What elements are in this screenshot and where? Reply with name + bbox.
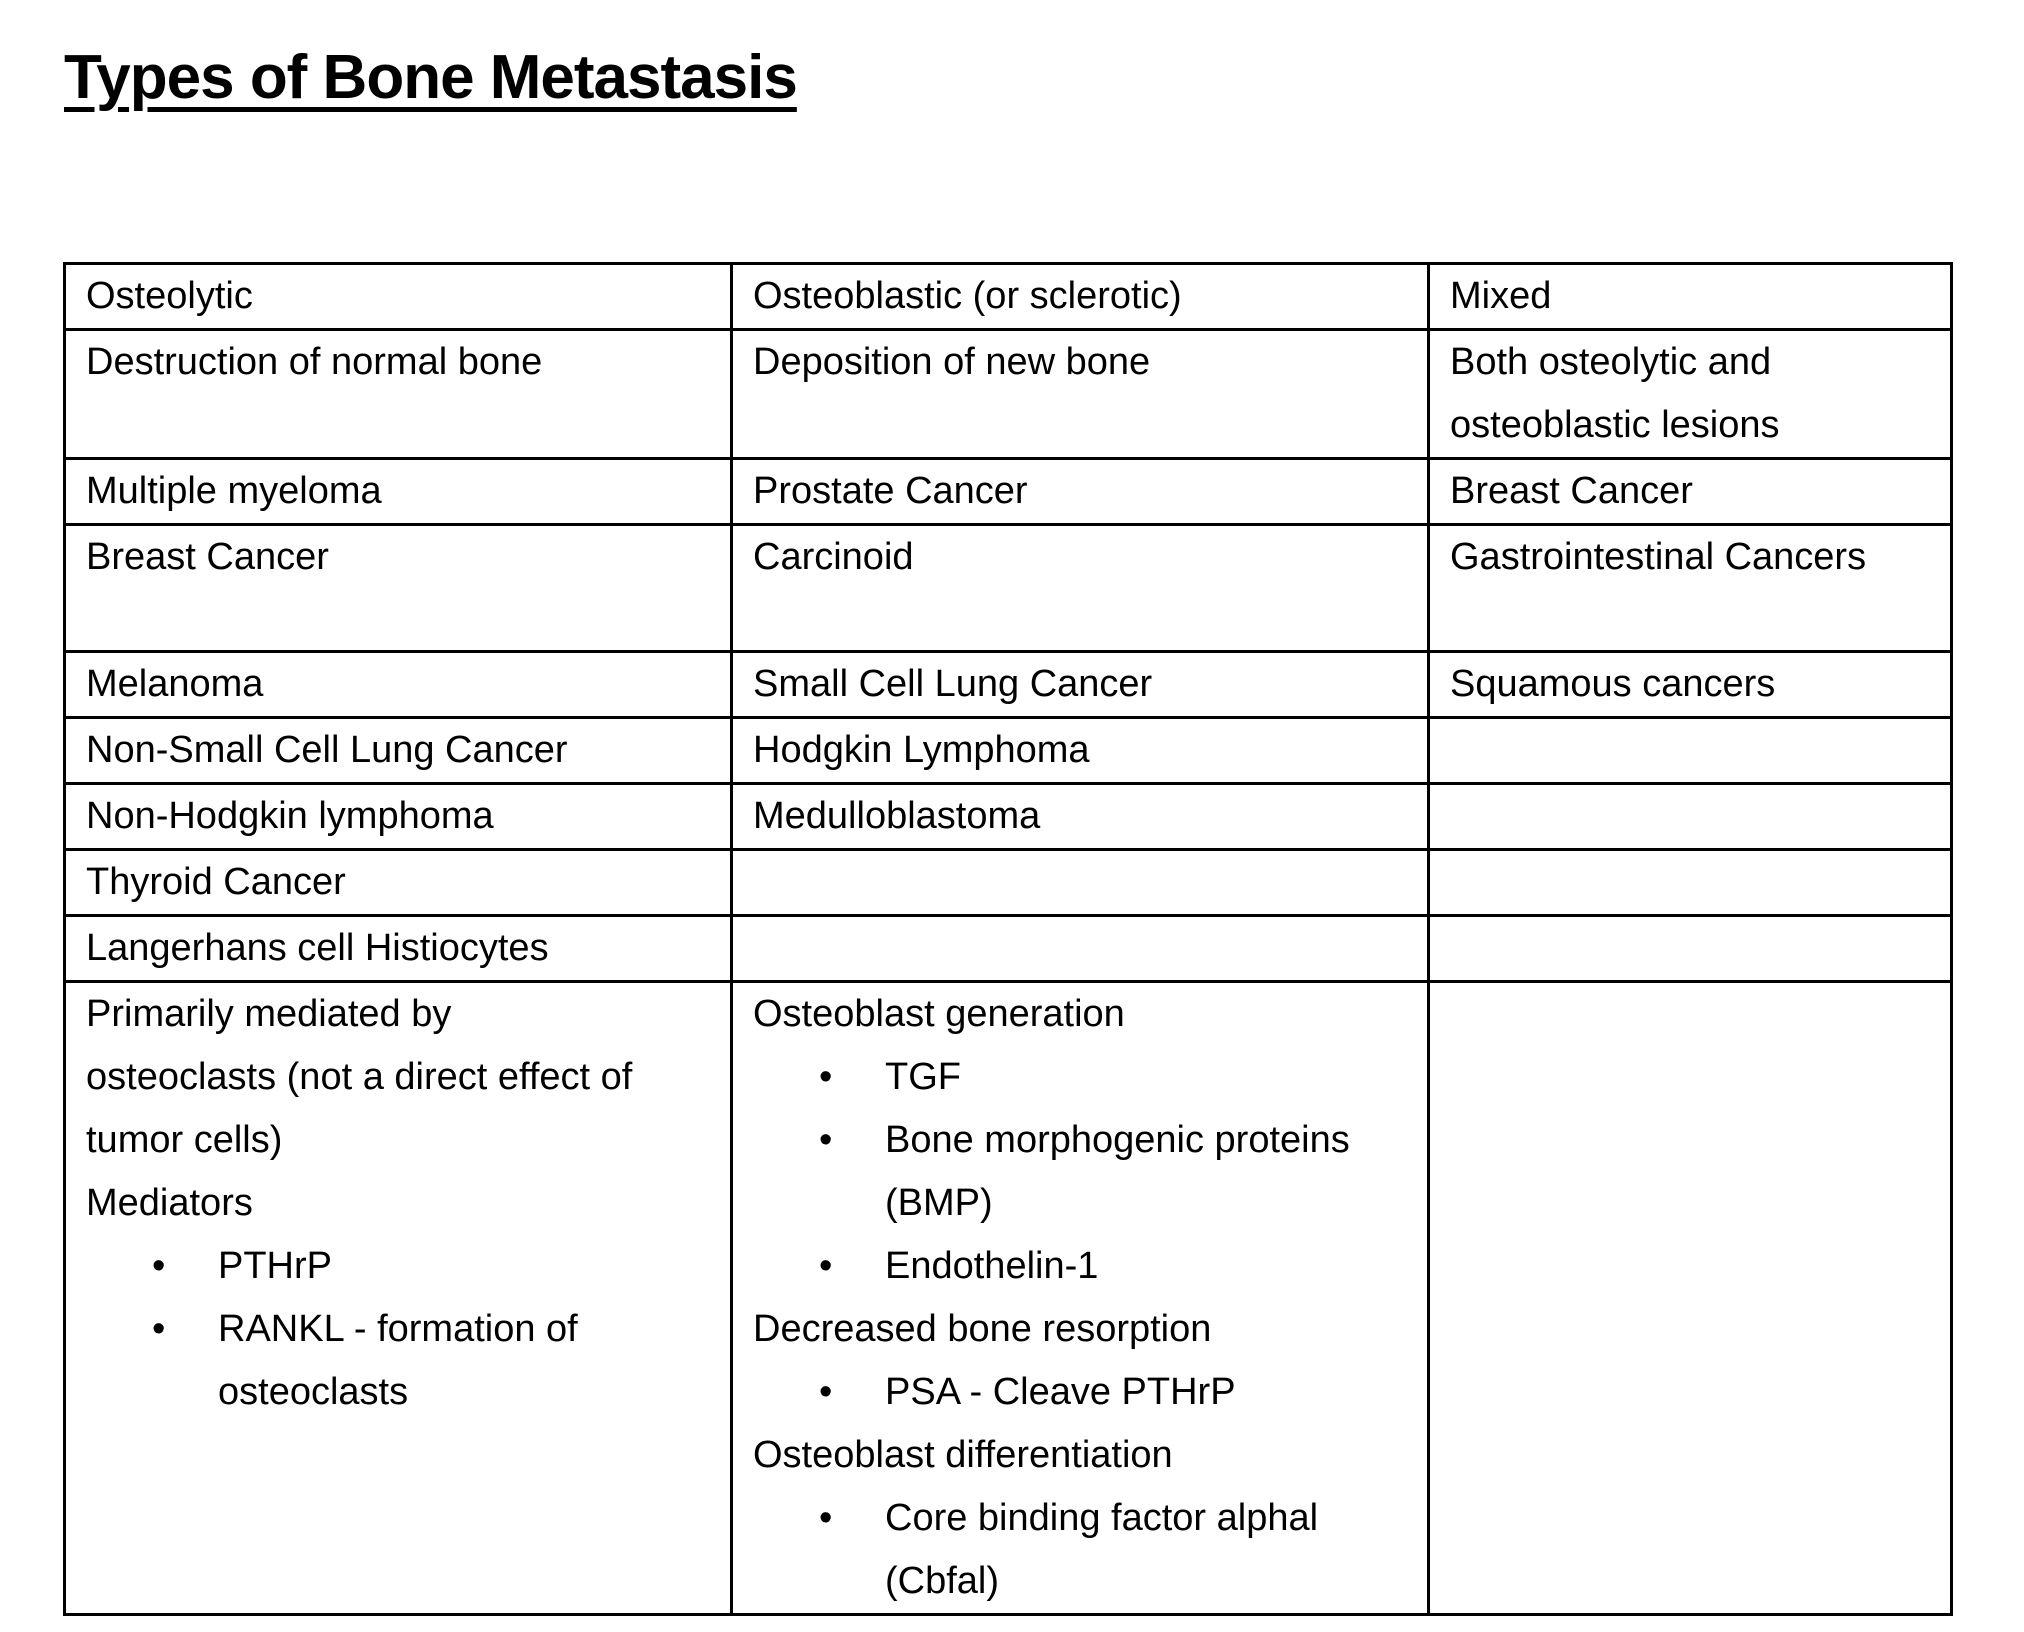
table-cell: Small Cell Lung Cancer [732,652,1429,718]
table-cell [732,916,1429,982]
table-cell: Deposition of new bone [732,330,1429,459]
bullet-icon: • [819,1056,833,1098]
bullet-icon: • [819,1497,833,1539]
table-cell: Langerhans cell Histiocytes [65,916,732,982]
bullet-text: Endothelin-1 [885,1245,1099,1287]
bullet-icon: • [152,1308,166,1350]
bullet-text: RANKL - formation of osteoclasts [218,1308,578,1413]
bullet-icon: • [152,1245,166,1287]
cell-text: Both osteolytic and osteoblastic lesions [1450,341,1780,446]
section-heading: Decreased bone resorption [753,1308,1212,1350]
table-row [65,850,1952,916]
table-cell [1429,330,1952,459]
mixed-mechanism-cell [1429,982,1952,1615]
table-cell: Hodgkin Lymphoma [732,718,1429,784]
bullet-item [86,1235,646,1298]
bullet-item [86,1298,646,1424]
bullet-text: Core binding factor alphal (Cbfal) [885,1497,1319,1602]
table-cell [732,850,1429,916]
table-row [65,718,1952,784]
table-cell: Carcinoid [732,525,1429,652]
table-row [65,525,1952,652]
cell-text: Gastrointestinal Cancers [1450,536,1867,578]
bullet-item [753,1046,1377,1109]
table-cell: Destruction of normal bone [65,330,732,459]
section-heading: Osteoblast differentiation [753,1434,1173,1476]
table-row [65,330,1952,459]
bullet-item [753,1235,1377,1298]
table-row [65,784,1952,850]
header-cell-osteoblastic: Osteoblastic (or sclerotic) [732,264,1429,330]
table-cell [1429,525,1952,652]
header-cell-mixed: Mixed [1429,264,1952,330]
table-cell: Breast Cancer [1429,459,1952,525]
mechanism-row [65,982,1952,1615]
bullet-text: PTHrP [218,1245,332,1287]
table-cell: Non-Hodgkin lymphoma [65,784,732,850]
bullet-text: TGF [885,1056,961,1098]
bullet-text: Bone morphogenic proteins (BMP) [885,1119,1350,1224]
table-cell: Squamous cancers [1429,652,1952,718]
table-cell: Medulloblastoma [732,784,1429,850]
bullet-item [753,1361,1377,1424]
table-row [65,652,1952,718]
paragraph: Mediators [86,1182,253,1224]
table-cell [1429,850,1952,916]
bullet-text: PSA - Cleave PTHrP [885,1371,1236,1413]
table-cell: Multiple myeloma [65,459,732,525]
table-cell: Melanoma [65,652,732,718]
table-row [65,459,1952,525]
paragraph: Primarily mediated by osteoclasts (not a direct effect of tumor cells) [86,993,633,1161]
bullet-item [753,1487,1377,1613]
page-title: Types of Bone Metastasis [64,43,797,112]
bullet-icon: • [819,1371,833,1413]
table-cell: Prostate Cancer [732,459,1429,525]
osteolytic-mechanism-cell [65,982,732,1615]
table-cell: Breast Cancer [65,525,732,652]
table-cell: Thyroid Cancer [65,850,732,916]
table-row [65,916,1952,982]
table-cell [1429,784,1952,850]
table-cell: Non-Small Cell Lung Cancer [65,718,732,784]
bullet-icon: • [819,1245,833,1287]
table-header-row [65,264,1952,330]
header-cell-osteolytic: Osteolytic [65,264,732,330]
osteoblastic-mechanism-cell [732,982,1429,1615]
section-heading: Osteoblast generation [753,993,1125,1035]
bullet-icon: • [819,1119,833,1161]
bullet-item [753,1109,1377,1235]
table-cell [1429,718,1952,784]
table-cell [1429,916,1952,982]
bone-metastasis-table [63,262,1953,1616]
